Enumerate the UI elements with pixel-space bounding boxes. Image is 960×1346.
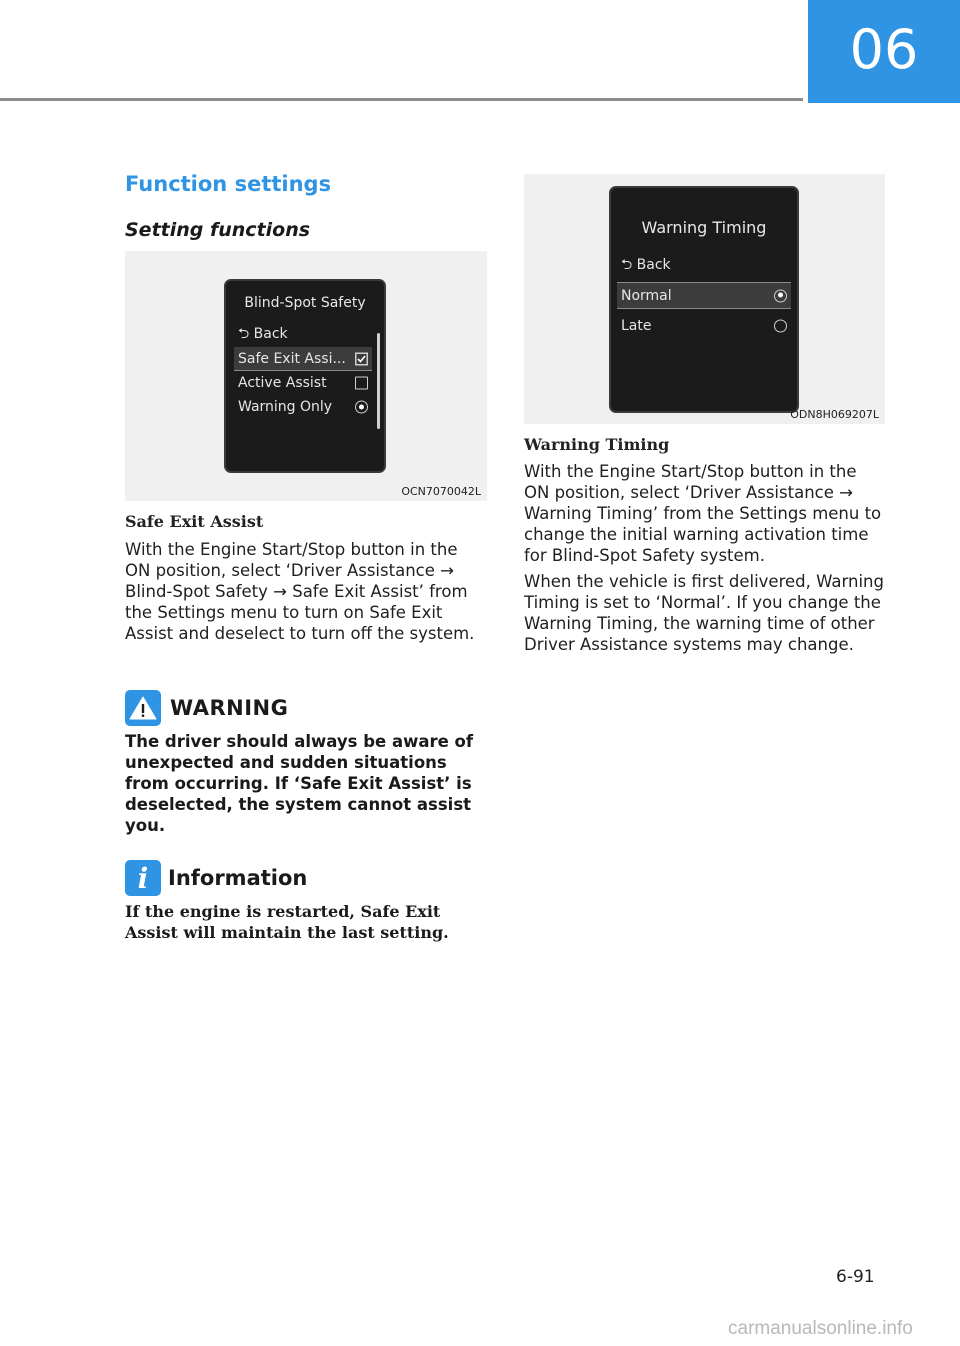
menu-back: ⮌ Back — [621, 257, 671, 273]
warning-timing-heading: Warning Timing — [524, 435, 670, 454]
figure-code: OCN7070042L — [401, 485, 481, 498]
warning-label: WARNING — [170, 696, 289, 720]
warning-triangle-icon — [125, 690, 161, 726]
paragraph: With the Engine Start/Stop button in the ON position, select ‘Driver Assistance → Warning Timing’ from the Settings menu to change the initial warning activation time for Blind-Spot Safety system. — [524, 462, 882, 565]
menu-item-label: Warning Only — [238, 399, 333, 415]
radio-off-icon — [774, 319, 787, 332]
checkbox-empty-icon — [355, 377, 368, 390]
radio-on-icon — [774, 289, 787, 302]
menu-item-safe-exit-assist — [234, 347, 372, 371]
warning-header — [125, 690, 288, 726]
menu-back: ⮌ Back — [238, 326, 288, 342]
section-title: Function settings — [125, 172, 332, 196]
safe-exit-text: With the Engine Start/Stop button in the ON position, select ‘Driver Assistance → Blind-Spot Safety → Safe Exit Assist’ from the Settings menu to turn on Safe Exit Assist and deselect to turn off the system. — [125, 540, 475, 643]
cluster-screen — [224, 279, 386, 473]
safe-exit-heading: Safe Exit Assist — [125, 512, 264, 531]
menu-item-normal — [617, 282, 791, 309]
menu-item-active-assist — [234, 371, 372, 395]
cluster-screen — [609, 186, 799, 413]
menu-item-label: Normal — [621, 287, 672, 304]
sub-title: Setting functions — [125, 219, 311, 241]
paragraph: When the vehicle is first delivered, Warning Timing is set to ‘Normal’. If you change the Warning Timing, the warning time of other Driver Assistance systems may change. — [524, 572, 884, 654]
warning-text: The driver should always be aware of unexpected and sudden situations from occurring. If ‘Safe Exit Assist’ is deselected, the system cannot assist you. — [125, 732, 474, 835]
menu-item-label: Late — [621, 317, 652, 334]
info-icon: i — [125, 860, 161, 896]
information-text: If the engine is restarted, Safe Exit Assist will maintain the last setting. — [125, 902, 449, 942]
radio-on-icon — [355, 401, 368, 414]
scrollbar — [377, 333, 380, 429]
watermark: carmanualsonline.info — [728, 1318, 913, 1339]
figure-blind-spot-safety — [125, 251, 487, 501]
page-number: 6-91 — [836, 1267, 875, 1287]
menu-item-label: Active Assist — [238, 375, 327, 391]
header-rule — [0, 98, 803, 101]
screen-title: Blind-Spot Safety — [244, 295, 366, 311]
figure-code: ODN8H069207L — [790, 408, 879, 421]
figure-warning-timing — [524, 174, 885, 424]
menu-item-label: Safe Exit Assi... — [238, 350, 346, 367]
screen-title: Warning Timing — [641, 218, 767, 237]
information-header — [125, 860, 307, 896]
information-label: Information — [168, 866, 308, 890]
menu-item-warning-only — [234, 395, 372, 419]
menu-item-late — [617, 312, 791, 339]
warning-timing-text — [524, 461, 886, 660]
chapter-tab: 06 — [808, 0, 960, 103]
checkbox-checked-icon — [355, 352, 368, 365]
